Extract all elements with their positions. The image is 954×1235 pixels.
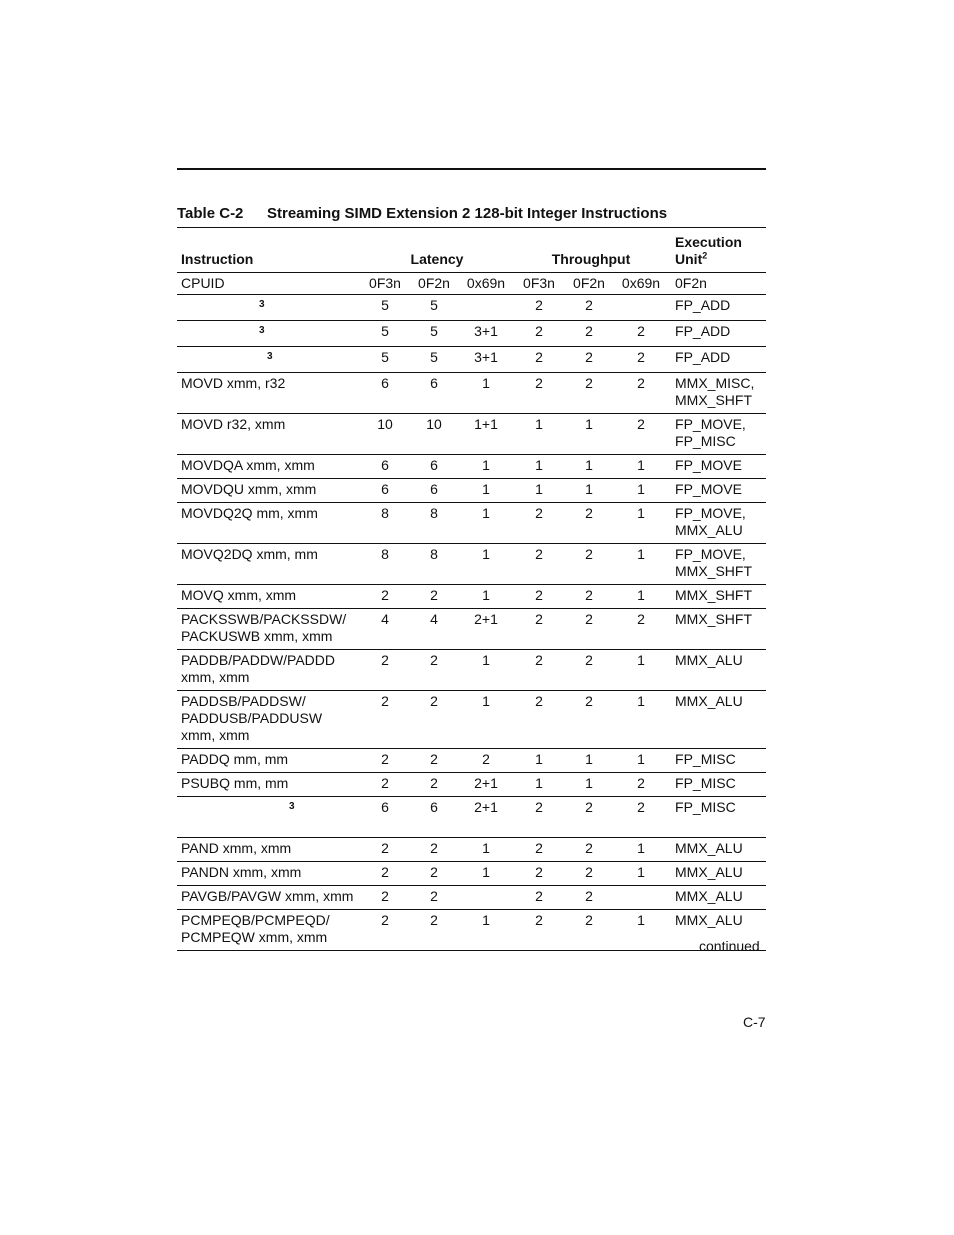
table-row: [177, 797, 766, 838]
latency-cell: 1: [482, 481, 490, 497]
table-row: [177, 838, 766, 862]
latency-cell: 2+1: [474, 611, 498, 627]
latency-cell: 6: [381, 375, 389, 391]
instruction-cell: [177, 650, 361, 691]
latency-cell: 4: [381, 611, 389, 627]
execution-unit-cell: FP_MOVE, MMX_ALU: [675, 505, 746, 538]
instruction-text: PADDQ mm, mm: [181, 751, 289, 767]
throughput-cell: 2: [535, 799, 543, 815]
throughput-cell: 2: [535, 912, 543, 928]
throughput-cell: 2: [637, 375, 645, 391]
instruction-cell: [177, 373, 361, 414]
throughput-cell: 2: [535, 587, 543, 603]
throughput-cell: 1: [637, 751, 645, 767]
instruction-cell: [177, 609, 361, 650]
throughput-cell: 2: [585, 375, 593, 391]
table-row: [177, 862, 766, 886]
throughput-cell: 2: [585, 840, 593, 856]
latency-cell: 5: [430, 349, 438, 365]
throughput-cell: 2: [637, 416, 645, 432]
throughput-cell: 1: [637, 505, 645, 521]
instruction-cell: [177, 797, 361, 838]
latency-cell: 5: [381, 297, 389, 313]
throughput-cell: 2: [535, 349, 543, 365]
throughput-cell: [613, 295, 669, 321]
subheader-latency-0f2n: 0F2n: [409, 273, 459, 295]
latency-cell: 8: [430, 546, 438, 562]
instruction-cell: [177, 455, 361, 479]
execution-unit-cell: MMX_ALU: [675, 912, 743, 928]
throughput-cell: 2: [535, 888, 543, 904]
throughput-cell: 2: [585, 799, 593, 815]
latency-cell: 2: [381, 775, 389, 791]
top-rule: [177, 168, 766, 170]
header-execution-unit-text: Execution Unit: [675, 234, 742, 267]
execution-unit-cell: MMX_ALU: [675, 888, 743, 904]
latency-cell: 10: [377, 416, 393, 432]
latency-cell: 8: [430, 505, 438, 521]
table-row: [177, 650, 766, 691]
table-row: [177, 544, 766, 585]
table-row: [177, 691, 766, 749]
throughput-cell: 1: [585, 416, 593, 432]
throughput-cell: 1: [585, 775, 593, 791]
latency-cell: 2: [482, 751, 490, 767]
execution-unit-cell: MMX_MISC, MMX_SHFT: [675, 375, 755, 408]
throughput-cell: 2: [585, 912, 593, 928]
latency-cell: 6: [430, 481, 438, 497]
instruction-cell: [177, 544, 361, 585]
instruction-cell: [177, 295, 361, 321]
latency-cell: 1: [482, 587, 490, 603]
latency-cell: 2: [430, 693, 438, 709]
table-row: [177, 347, 766, 373]
table-caption: [177, 205, 667, 222]
throughput-cell: 1: [637, 693, 645, 709]
latency-cell: 2: [430, 587, 438, 603]
latency-cell: 2: [381, 912, 389, 928]
instruction-cell: [177, 773, 361, 797]
page-number: C-7: [743, 1014, 766, 1030]
table-row: [177, 373, 766, 414]
execution-unit-cell: FP_MOVE, MMX_SHFT: [675, 546, 753, 579]
throughput-cell: 2: [637, 349, 645, 365]
latency-cell: 2: [381, 864, 389, 880]
latency-cell: 1: [482, 912, 490, 928]
execution-unit-cell: FP_MOVE: [675, 481, 742, 497]
throughput-cell: 1: [637, 840, 645, 856]
throughput-cell: 1: [535, 481, 543, 497]
throughput-cell: 2: [585, 611, 593, 627]
throughput-cell: 2: [585, 297, 593, 313]
instruction-text: PADDB/PADDW/PADDD xmm, xmm: [181, 652, 336, 685]
table-body: [177, 295, 766, 951]
instruction-text: MOVDQ2Q mm, xmm: [181, 505, 318, 521]
throughput-cell: 1: [585, 751, 593, 767]
latency-cell: 2: [381, 840, 389, 856]
execution-unit-cell: FP_MOVE, FP_MISC: [675, 416, 746, 449]
table-row: [177, 414, 766, 455]
table-container: [177, 227, 766, 951]
latency-cell: 4: [430, 611, 438, 627]
latency-cell: 3+1: [474, 349, 498, 365]
continued-note: continued: [699, 938, 760, 954]
instruction-cell: [177, 691, 361, 749]
latency-cell: 1+1: [474, 416, 498, 432]
table-row: [177, 910, 766, 951]
latency-cell: 1: [482, 505, 490, 521]
throughput-cell: 1: [535, 775, 543, 791]
instruction-cell: [177, 585, 361, 609]
table-row: [177, 886, 766, 910]
execution-unit-cell: MMX_ALU: [675, 864, 743, 880]
latency-cell: 2: [381, 587, 389, 603]
execution-unit-cell: FP_MISC: [675, 799, 736, 815]
throughput-cell: 2: [535, 652, 543, 668]
latency-cell: 8: [381, 546, 389, 562]
throughput-cell: 2: [637, 611, 645, 627]
instruction-text: MOVQ xmm, xmm: [181, 587, 297, 603]
throughput-cell: 2: [535, 693, 543, 709]
execution-unit-cell: FP_MOVE: [675, 457, 742, 473]
throughput-cell: 2: [535, 611, 543, 627]
header-instruction: Instruction: [181, 251, 254, 267]
latency-cell: 10: [426, 416, 442, 432]
instruction-text: PADDSB/PADDSW/ PADDUSB/PADDUSW xmm, xmm: [181, 693, 323, 743]
latency-cell: 6: [381, 481, 389, 497]
instruction-cell: [177, 347, 361, 373]
footnote-marker: 3: [289, 801, 295, 812]
table-row: [177, 479, 766, 503]
throughput-cell: 2: [535, 375, 543, 391]
instruction-text: PSUBQ mm, mm: [181, 775, 289, 791]
throughput-cell: 1: [637, 652, 645, 668]
subheader-latency-0f3n: 0F3n: [361, 273, 409, 295]
latency-cell: 1: [482, 375, 490, 391]
throughput-cell: 1: [637, 457, 645, 473]
throughput-cell: 2: [585, 505, 593, 521]
latency-cell: 3+1: [474, 323, 498, 339]
table-row: [177, 455, 766, 479]
latency-cell: 2: [430, 652, 438, 668]
subheader-cpuid: CPUID: [177, 273, 361, 295]
throughput-cell: 2: [585, 652, 593, 668]
throughput-cell: 1: [585, 481, 593, 497]
throughput-cell: 2: [535, 323, 543, 339]
latency-cell: 5: [381, 349, 389, 365]
latency-cell: [459, 295, 513, 321]
latency-cell: 1: [482, 546, 490, 562]
instruction-text: PANDN xmm, xmm: [181, 864, 302, 880]
throughput-cell: 1: [637, 864, 645, 880]
throughput-cell: 1: [535, 416, 543, 432]
latency-cell: 2: [381, 652, 389, 668]
instruction-cell: [177, 321, 361, 347]
latency-cell: 2: [430, 888, 438, 904]
table-row: [177, 609, 766, 650]
latency-cell: 5: [430, 297, 438, 313]
latency-cell: 2: [430, 864, 438, 880]
execution-unit-cell: FP_ADD: [675, 297, 731, 313]
throughput-cell: 2: [637, 323, 645, 339]
instruction-text: MOVDQU xmm, xmm: [181, 481, 317, 497]
latency-cell: 2: [430, 840, 438, 856]
throughput-cell: 2: [535, 546, 543, 562]
execution-unit-cell: MMX_ALU: [675, 693, 743, 709]
throughput-cell: 2: [535, 864, 543, 880]
throughput-cell: 2: [585, 693, 593, 709]
subheader-throughput-0f3n: 0F3n: [513, 273, 565, 295]
execution-unit-cell: FP_MISC: [675, 775, 736, 791]
throughput-cell: 2: [585, 888, 593, 904]
latency-cell: 1: [482, 840, 490, 856]
latency-cell: 8: [381, 505, 389, 521]
header-latency: Latency: [410, 251, 464, 267]
header-execution-unit: [669, 228, 766, 273]
throughput-cell: 1: [535, 457, 543, 473]
latency-cell: 6: [381, 799, 389, 815]
latency-cell: 1: [482, 652, 490, 668]
latency-cell: 6: [430, 375, 438, 391]
instruction-text: MOVQ2DQ xmm, mm: [181, 546, 318, 562]
instruction-cell: [177, 479, 361, 503]
throughput-cell: 2: [637, 775, 645, 791]
instruction-text: PAVGB/PAVGW xmm, xmm: [181, 888, 354, 904]
throughput-cell: 2: [535, 505, 543, 521]
header-row: [177, 228, 766, 273]
throughput-cell: 2: [535, 297, 543, 313]
execution-unit-cell: MMX_SHFT: [675, 587, 753, 603]
table-row: [177, 321, 766, 347]
latency-cell: 2+1: [474, 799, 498, 815]
instruction-text: PACKSSWB/PACKSSDW/ PACKUSWB xmm, xmm: [181, 611, 347, 644]
latency-cell: 5: [430, 323, 438, 339]
throughput-cell: 2: [585, 864, 593, 880]
execution-unit-cell: MMX_ALU: [675, 840, 743, 856]
instruction-cell: [177, 838, 361, 862]
subheader-row: [177, 273, 766, 295]
latency-cell: 1: [482, 457, 490, 473]
throughput-cell: 1: [535, 751, 543, 767]
latency-cell: 6: [381, 457, 389, 473]
latency-cell: 2: [430, 751, 438, 767]
throughput-cell: 2: [585, 349, 593, 365]
throughput-cell: 2: [637, 799, 645, 815]
latency-cell: 2: [381, 888, 389, 904]
execution-unit-cell: MMX_ALU: [675, 652, 743, 668]
instruction-text: MOVD xmm, r32: [181, 375, 286, 391]
table-label: Table C-2: [177, 205, 244, 222]
latency-cell: 2: [430, 775, 438, 791]
footnote-marker: 3: [259, 299, 265, 310]
subheader-latency-0x69n: 0x69n: [459, 273, 513, 295]
throughput-cell: 1: [637, 481, 645, 497]
throughput-cell: 1: [637, 912, 645, 928]
subheader-throughput-0x69n: 0x69n: [613, 273, 669, 295]
header-throughput: Throughput: [551, 251, 631, 267]
throughput-cell: [613, 886, 669, 910]
footnote-marker: 3: [267, 351, 273, 362]
execution-unit-cell: FP_ADD: [675, 323, 731, 339]
instruction-text: PAND xmm, xmm: [181, 840, 292, 856]
table-row: [177, 773, 766, 797]
instruction-cell: [177, 749, 361, 773]
latency-cell: [459, 886, 513, 910]
latency-cell: 2: [381, 751, 389, 767]
subheader-unit-0f2n: 0F2n: [669, 273, 766, 295]
latency-cell: 2+1: [474, 775, 498, 791]
footnote-marker: 3: [259, 325, 265, 336]
subheader-throughput-0f2n: 0F2n: [565, 273, 613, 295]
instruction-table: [177, 227, 766, 951]
latency-cell: 6: [430, 457, 438, 473]
table-row: [177, 749, 766, 773]
header-execution-unit-note: 2: [702, 250, 708, 261]
instruction-cell: [177, 503, 361, 544]
throughput-cell: 2: [535, 840, 543, 856]
instruction-cell: [177, 862, 361, 886]
latency-cell: 2: [381, 693, 389, 709]
instruction-text: MOVD r32, xmm: [181, 416, 286, 432]
instruction-text: PCMPEQB/PCMPEQD/ PCMPEQW xmm, xmm: [181, 912, 330, 945]
execution-unit-cell: FP_ADD: [675, 349, 731, 365]
instruction-cell: [177, 886, 361, 910]
throughput-cell: 1: [637, 546, 645, 562]
latency-cell: 5: [381, 323, 389, 339]
latency-cell: 6: [430, 799, 438, 815]
table-row: [177, 295, 766, 321]
throughput-cell: 2: [585, 323, 593, 339]
latency-cell: 2: [430, 912, 438, 928]
execution-unit-cell: FP_MISC: [675, 751, 736, 767]
table-row: [177, 585, 766, 609]
latency-cell: 1: [482, 693, 490, 709]
throughput-cell: 2: [585, 587, 593, 603]
throughput-cell: 2: [585, 546, 593, 562]
execution-unit-cell: MMX_SHFT: [675, 611, 753, 627]
instruction-cell: [177, 910, 361, 951]
throughput-cell: 1: [585, 457, 593, 473]
instruction-cell: [177, 414, 361, 455]
instruction-text: MOVDQA xmm, xmm: [181, 457, 315, 473]
throughput-cell: 1: [637, 587, 645, 603]
table-title: Streaming SIMD Extension 2 128-bit Integer Instructions: [267, 205, 668, 222]
latency-cell: 1: [482, 864, 490, 880]
table-row: [177, 503, 766, 544]
